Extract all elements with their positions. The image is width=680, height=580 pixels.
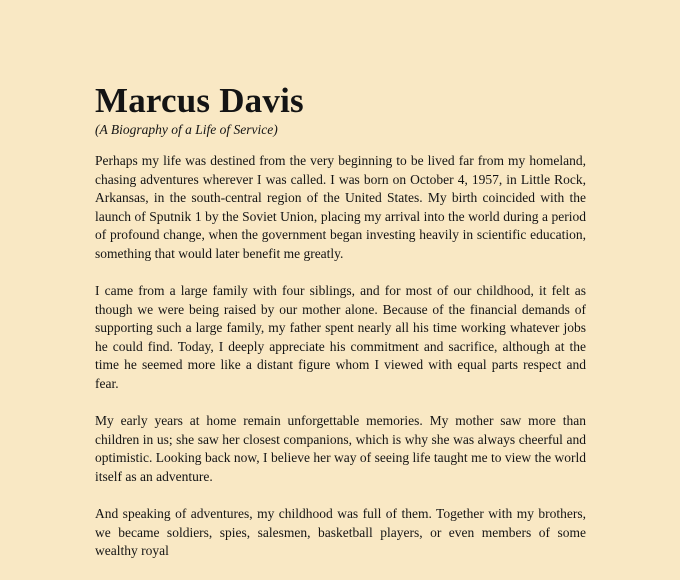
- document-title: Marcus Davis: [95, 81, 304, 120]
- paragraph: And speaking of adventures, my childhood was full of them. Together with my brothers, we became soldiers, spies, salesmen, basketball players, or even members of some wealthy royal: [95, 506, 586, 558]
- document-page: [95, 82, 586, 580]
- document-subtitle: (A Biography of a Life of Service): [95, 122, 278, 137]
- document-body: [95, 152, 586, 561]
- paragraph: My early years at home remain unforgettable memories. My mother saw more than children in us; she saw her closest companions, which is why she was always cheerful and optimistic. Looking back now, I believe her way of seeing life taught me to view the world itself as an adventure.: [95, 413, 586, 484]
- paragraph: Perhaps my life was destined from the very beginning to be lived far from my homeland, chasing adventures wherever I was called. I was born on October 4, 1957, in Little Rock, Arkansas, in the south-central region of the United States. My birth coincided with the launch of Sputnik 1 by the Soviet Union, placing my arrival into the world during a period of profound change, when the government began investing heavily in scientific education, something that would later benefit me greatly.: [95, 153, 586, 261]
- paragraph: I came from a large family with four siblings, and for most of our childhood, it felt as though we were being raised by our mother alone. Because of the financial demands of supporting such a large family, my father spent nearly all his time working whatever jobs he could find. Today, I deeply appreciate his commitment and sacrifice, although at the time he seemed more like a distant figure whom I viewed with equal parts respect and fear.: [95, 283, 586, 391]
